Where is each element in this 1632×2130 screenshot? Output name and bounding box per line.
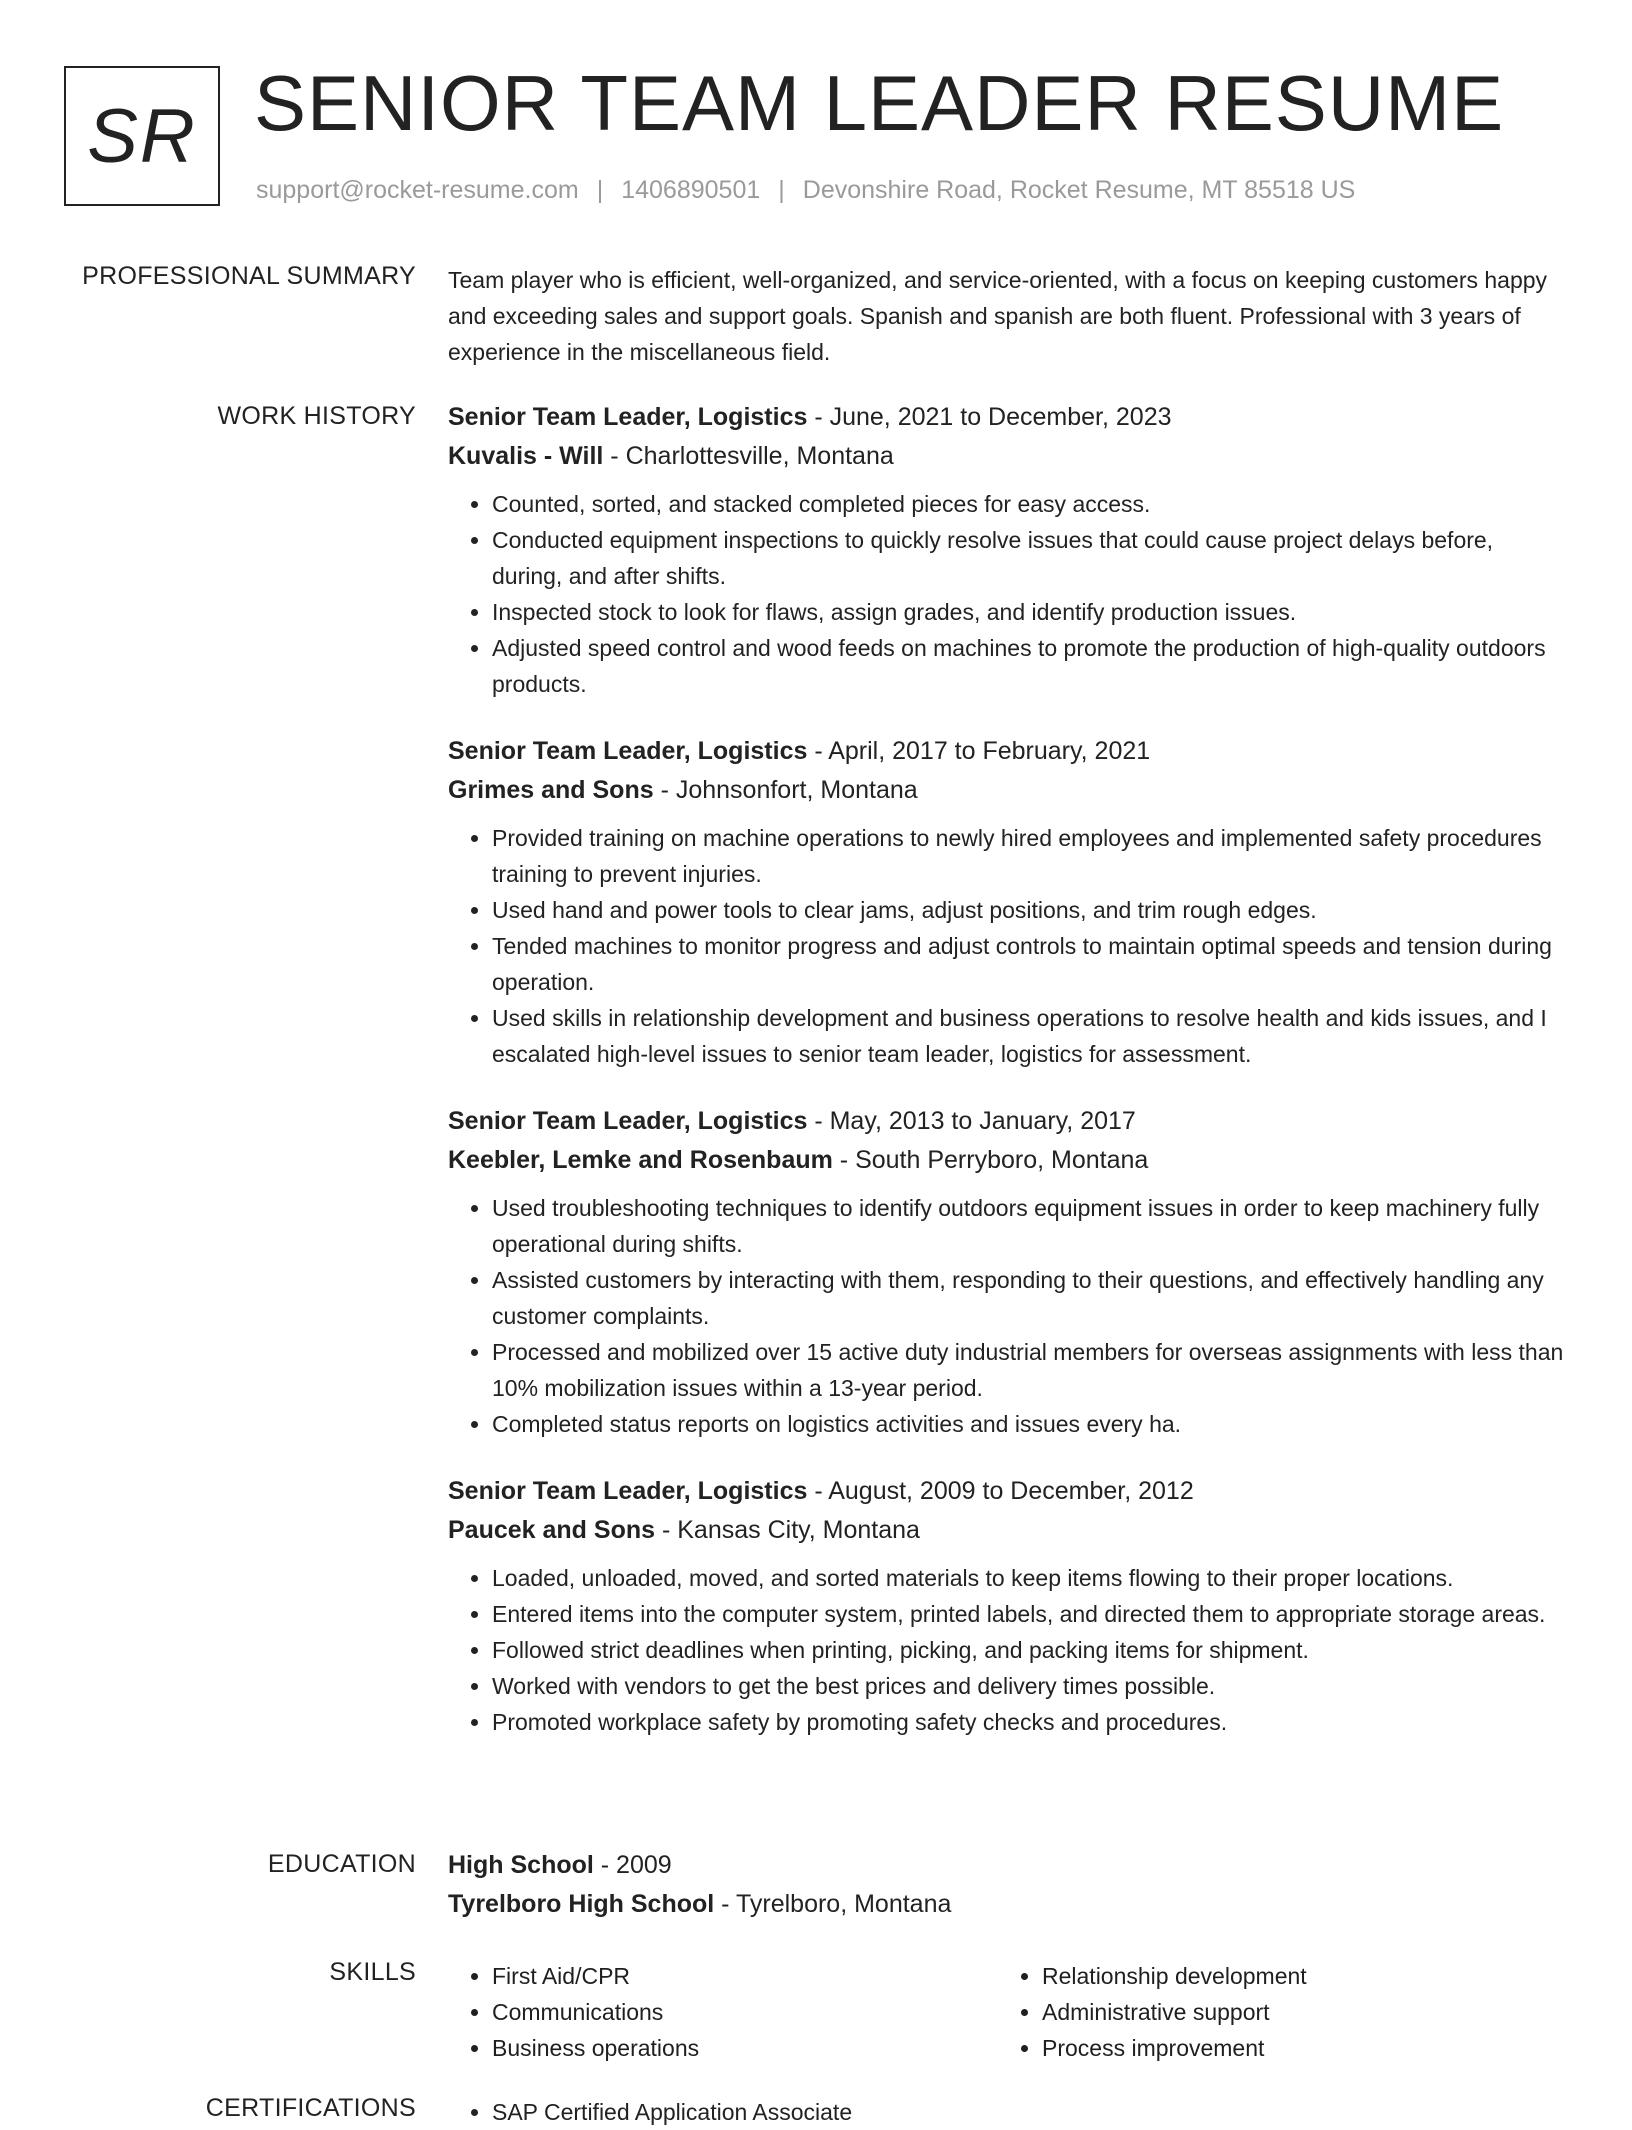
education-heading: EDUCATION [267,1850,416,1878]
job-bullet: • Inspected stock to look for flaws, assign grades, and identify production issues. [492,594,1568,630]
job-bullet: • Used skills in relationship development and business operations to resolve health and kids issues, and I escalated high-level issues to senior team leader, logistics for assessment. [492,1000,1568,1072]
contact-email: support@rocket-resume.com [256,176,579,204]
education-body [448,1846,1568,1924]
job-dates: - August, 2009 to December, 2012 [807,1477,1194,1505]
job-title-line [448,732,1568,771]
skill-item: • Process improvement [1042,2030,1548,2066]
job-dates: - April, 2017 to February, 2021 [807,737,1151,765]
job-entry [448,732,1568,1072]
job-bullet: • Followed strict deadlines when printing, picking, and packing items for shipment. [492,1632,1568,1668]
job-company: Grimes and Sons [448,776,654,804]
certifications-heading: CERTIFICATIONS [205,2094,416,2122]
work-history-heading: WORK HISTORY [217,402,416,430]
job-location: - Kansas City, Montana [655,1516,920,1544]
job-title-line [448,398,1568,437]
job-location: - South Perryboro, Montana [832,1146,1149,1174]
job-dates: - May, 2013 to January, 2017 [807,1107,1136,1135]
job-dates: - June, 2021 to December, 2023 [807,403,1172,431]
skills-body [448,1958,1568,2066]
job-company-line [448,1141,1568,1180]
job-location: - Johnsonfort, Montana [653,776,918,804]
job-bullet: • Assisted customers by interacting with them, responding to their questions, and effectively handling any customer complaints. [492,1262,1568,1334]
job-company: Kuvalis - Will [448,442,604,470]
contact-line [256,176,1355,205]
education-school-line [448,1885,1568,1924]
skill-item: • Communications [492,1994,998,2030]
education-location: - Tyrelboro, Montana [714,1890,952,1918]
contact-phone: 1406890501 [621,176,761,204]
job-title: Senior Team Leader, Logistics [448,403,808,431]
job-bullets [448,486,1568,702]
job-bullet: • Worked with vendors to get the best prices and delivery times possible. [492,1668,1568,1704]
job-bullets [448,1190,1568,1442]
job-bullet: • Processed and mobilized over 15 active duty industrial members for overseas assignments with less than 10% mobilization issues within a 13-year period. [492,1334,1568,1406]
skill-item: • First Aid/CPR [492,1958,998,1994]
job-bullet: • Adjusted speed control and wood feeds on machines to promote the production of high-quality outdoors products. [492,630,1568,702]
job-bullet: • Counted, sorted, and stacked completed pieces for easy access. [492,486,1568,522]
job-bullet: • Used hand and power tools to clear jams, adjust positions, and trim rough edges. [492,892,1568,928]
work-history-body [448,398,1568,1770]
monogram-badge [64,66,220,206]
skill-item: • Business operations [492,2030,998,2066]
summary-heading: PROFESSIONAL SUMMARY [82,262,416,290]
job-title: Senior Team Leader, Logistics [448,1477,808,1505]
summary-text: Team player who is efficient, well-organized, and service-oriented, with a focus on keeping customers happy and exceeding sales and support goals. Spanish and spanish are both fluent. Professional with 3 years of experience in the miscellaneous field. [448,267,1548,365]
skill-item: • Administrative support [1042,1994,1548,2030]
job-bullet: • Loaded, unloaded, moved, and sorted materials to keep items flowing to their proper locations. [492,1560,1568,1596]
job-bullets [448,1560,1568,1740]
contact-separator: | [596,176,604,204]
job-title: Senior Team Leader, Logistics [448,1107,808,1135]
job-bullet: • Tended machines to monitor progress and adjust controls to maintain optimal speeds and tension during operation. [492,928,1568,1000]
job-bullet: • Completed status reports on logistics activities and issues every ha. [492,1406,1568,1442]
resume-title: SENIOR TEAM LEADER RESUME [254,59,1505,147]
job-title-line [448,1102,1568,1141]
skills-list-left [448,1958,998,2066]
job-company: Keebler, Lemke and Rosenbaum [448,1146,833,1174]
summary-body [448,262,1568,370]
job-entry [448,398,1568,702]
job-bullet: • Conducted equipment inspections to quickly resolve issues that could cause project delays before, during, and after shifts. [492,522,1568,594]
job-title-line [448,1472,1568,1511]
education-degree: High School [448,1851,594,1879]
job-company-line [448,437,1568,476]
job-bullet: • Entered items into the computer system, printed labels, and directed them to appropriate storage areas. [492,1596,1568,1632]
job-company-line [448,771,1568,810]
certifications-list [448,2094,1568,2130]
job-bullets [448,820,1568,1072]
skill-item: • Relationship development [1042,1958,1548,1994]
education-year: - 2009 [593,1851,672,1879]
skills-list-right [998,1958,1548,2066]
job-company: Paucek and Sons [448,1516,656,1544]
education-school: Tyrelboro High School [448,1890,715,1918]
education-degree-line [448,1846,1568,1885]
certifications-body [448,2094,1568,2130]
monogram-text: SR [87,93,197,179]
job-entry [448,1472,1568,1740]
contact-address: Devonshire Road, Rocket Resume, MT 85518 US [802,176,1356,204]
job-bullet: • Used troubleshooting techniques to identify outdoors equipment issues in order to keep machinery fully operational during shifts. [492,1190,1568,1262]
job-location: - Charlottesville, Montana [603,442,894,470]
job-entry [448,1102,1568,1442]
job-title: Senior Team Leader, Logistics [448,737,808,765]
job-bullet: • Promoted workplace safety by promoting safety checks and procedures. [492,1704,1568,1740]
skills-heading: SKILLS [329,1958,416,1986]
contact-separator: | [778,176,785,204]
job-company-line [448,1511,1568,1550]
job-bullet: • Provided training on machine operations to newly hired employees and implemented safety procedures training to prevent injuries. [492,820,1568,892]
skills-columns [448,1958,1568,2066]
certification-item: • SAP Certified Application Associate [492,2094,1568,2130]
